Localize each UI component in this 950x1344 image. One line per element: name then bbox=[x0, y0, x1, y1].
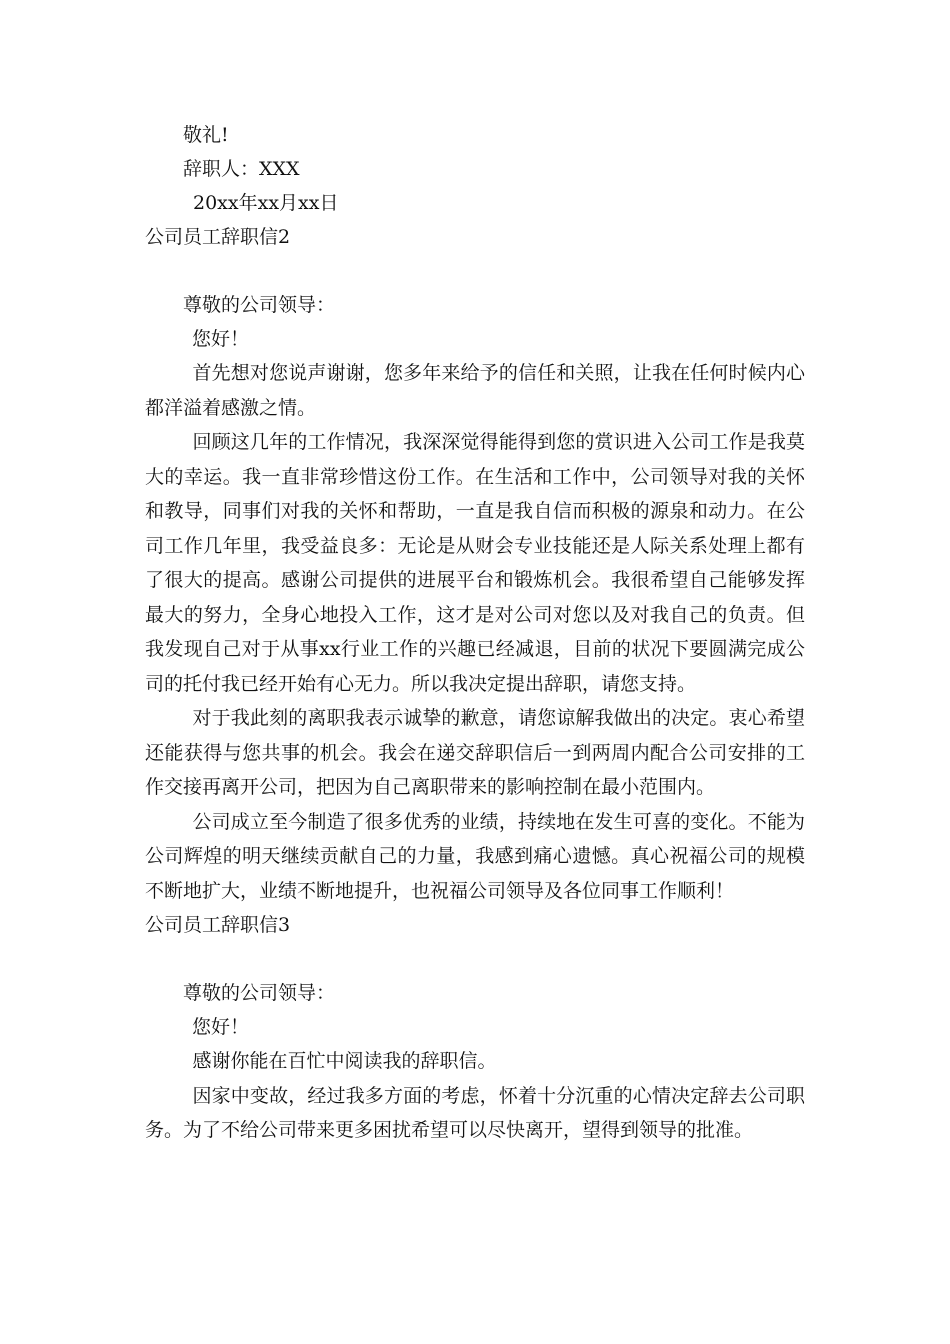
blank-line bbox=[145, 254, 805, 288]
letter3-greeting: 您好！ bbox=[192, 1016, 250, 1038]
document-page bbox=[145, 118, 805, 1148]
letter2-paragraph-1: 首先想对您说声谢谢，您多年来给予的信任和关照，让我在任何时候内心都洋溢着感激之情。 bbox=[145, 362, 805, 419]
letter3-salutation: 尊敬的公司领导： bbox=[183, 982, 336, 1004]
letter2-paragraph-3: 对于我此刻的离职我表示诚挚的歉意，请您谅解我做出的决定。衷心希望还能获得与您共事的机会。我会在递交辞职信后一到两周内配合公司安排的工作交接再离开公司，把因为自己离职带来的影响控制在最小范围内。 bbox=[145, 707, 805, 798]
letter3-paragraph-2: 因家中变故，经过我多方面的考虑，怀着十分沉重的心情决定辞去公司职务。为了不给公司带来更多困扰希望可以尽快离开，望得到领导的批准。 bbox=[145, 1084, 805, 1141]
letter3-paragraph-1: 感谢你能在百忙中阅读我的辞职信。 bbox=[192, 1050, 497, 1072]
letter2-title: 公司员工辞职信2 bbox=[145, 226, 291, 248]
date-line: 20xx年xx月xx日 bbox=[193, 192, 339, 214]
blank-line bbox=[145, 942, 805, 976]
letter3-title: 公司员工辞职信3 bbox=[145, 914, 291, 936]
letter2-paragraph-2: 回顾这几年的工作情况，我深深觉得能得到您的赏识进入公司工作是我莫大的幸运。我一直非常珍惜这份工作。在生活和工作中，公司领导对我的关怀和教导，同事们对我的关怀和帮助，一直是我自信而积极的源泉和动力。在公司工作几年里，我受益良多：无论是从财会专业技能还是人际关系处理上都有了很大的提高。感谢公司提供的进展平台和锻炼机会。我很希望自己能够发挥最大的努力，全身心地投入工作，这才是对公司对您以及对我自己的负责。但我发现自己对于从事xx行业工作的兴趣已经减退，目前的状况下要圆满完成公司的托付我已经开始有心无力。所以我决定提出辞职，请您支持。 bbox=[145, 431, 805, 695]
closing-line: 敬礼! bbox=[183, 124, 229, 146]
letter2-greeting: 您好！ bbox=[192, 328, 250, 350]
letter2-paragraph-4: 公司成立至今制造了很多优秀的业绩，持续地在发生可喜的变化。不能为公司辉煌的明天继续贡献自己的力量，我感到痛心遗憾。真心祝福公司的规模不断地扩大，业绩不断地提升，也祝福公司领导及各位同事工作顺利！ bbox=[145, 810, 805, 902]
letter2-salutation: 尊敬的公司领导： bbox=[183, 294, 336, 316]
signer-line: 辞职人：XXX bbox=[183, 158, 300, 180]
